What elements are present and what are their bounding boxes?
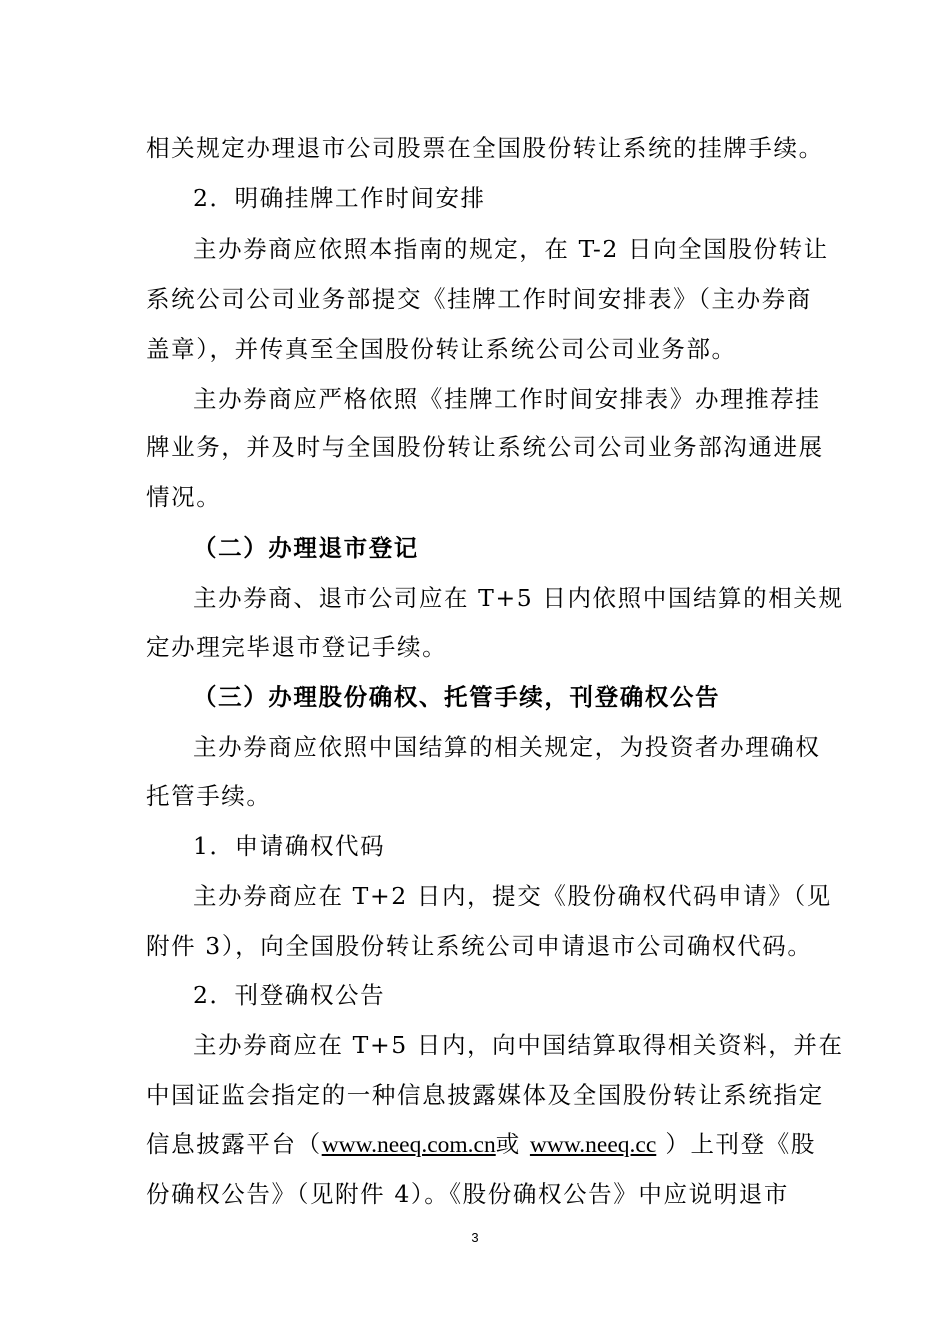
neeq-cc-link[interactable]: www.neeq.cc <box>529 1132 657 1158</box>
subheading-1-confirmation-code: 1．申请确权代码 <box>193 832 386 860</box>
paragraph-line-with-links <box>146 1129 816 1160</box>
paragraph-line: 主办券商应严格依照《挂牌工作时间安排表》办理推荐挂 <box>193 385 821 413</box>
paragraph-line: 中国证监会指定的一种信息披露媒体及全国股份转让系统指定 <box>146 1081 824 1109</box>
paragraph-line: 主办券商应在 T+5 日内，向中国结算取得相关资料，并在 <box>193 1031 844 1059</box>
paragraph-line: 主办券商、退市公司应在 T+5 日内依照中国结算的相关规 <box>193 584 844 612</box>
subheading-2-announcement: 2．刊登确权公告 <box>193 981 386 1009</box>
neeq-com-cn-link[interactable]: www.neeq.com.cn <box>321 1132 496 1158</box>
paragraph-line: 主办券商应依照本指南的规定，在 T-2 日向全国股份转让 <box>193 235 829 263</box>
subheading-2-schedule: 2．明确挂牌工作时间安排 <box>193 184 486 212</box>
paragraph-line: 主办券商应在 T+2 日内，提交《股份确权代码申请》（见 <box>193 882 832 910</box>
paragraph-line: 主办券商应依照中国结算的相关规定，为投资者办理确权 <box>193 733 821 761</box>
paragraph-line: 相关规定办理退市公司股票在全国股份转让系统的挂牌手续。 <box>146 134 824 162</box>
section-heading-share-confirmation: （三）办理股份确权、托管手续，刊登确权公告 <box>193 683 721 711</box>
paragraph-line: 份确权公告》（见附件 4）。《股份确权公告》中应说明退市 <box>146 1180 789 1208</box>
paragraph-line: 托管手续。 <box>146 782 272 810</box>
paragraph-line: 系统公司公司业务部提交《挂牌工作时间安排表》（主办券商 <box>146 285 812 313</box>
line-text: 信息披露平台（ <box>146 1130 322 1158</box>
paragraph-line: 附件 3），向全国股份转让系统公司申请退市公司确权代码。 <box>146 932 813 960</box>
paragraph-line: 牌业务，并及时与全国股份转让系统公司公司业务部沟通进展 <box>146 433 824 461</box>
line-text: 或 <box>495 1130 521 1158</box>
page-number: 3 <box>471 1230 479 1245</box>
paragraph-line: 定办理完毕退市登记手续。 <box>146 633 448 661</box>
section-heading-delisting-registration: （二）办理退市登记 <box>193 534 419 562</box>
line-text: ）上刊登《股 <box>665 1130 816 1158</box>
paragraph-line: 盖章），并传真至全国股份转让系统公司公司业务部。 <box>146 335 737 363</box>
paragraph-line: 情况。 <box>146 483 222 511</box>
